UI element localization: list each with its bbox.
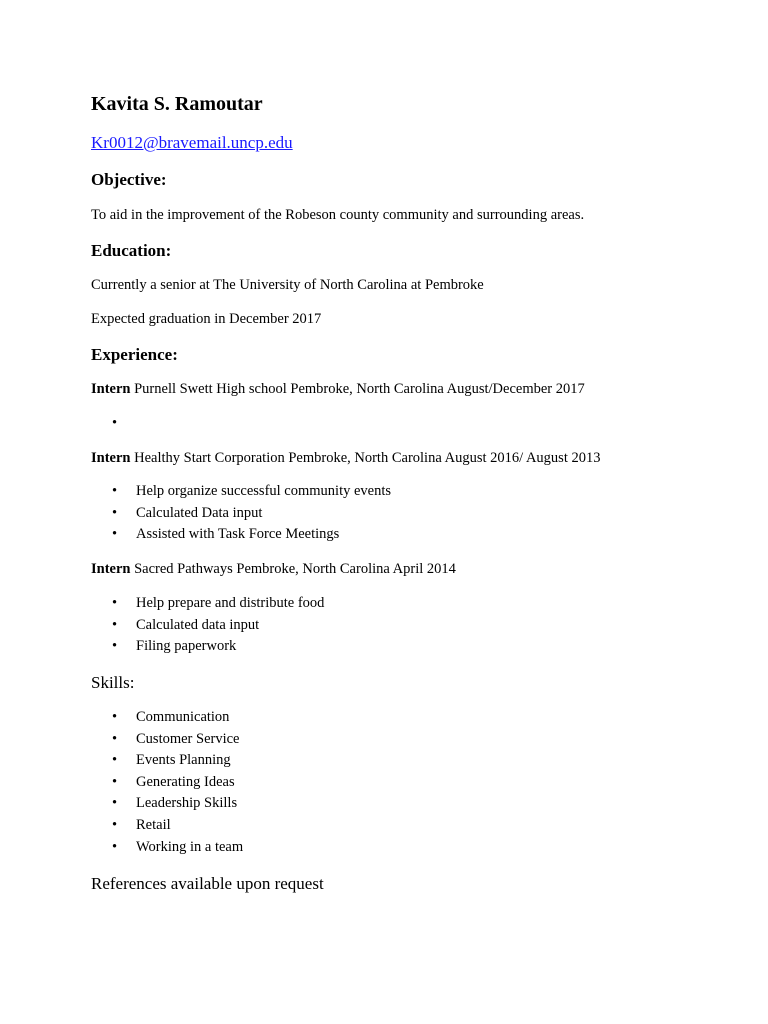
list-item: • Calculated Data input xyxy=(91,503,391,525)
job-3-details: Sacred Pathways Pembroke, North Carolina April 2014 xyxy=(130,561,456,577)
job-1-line xyxy=(91,381,585,398)
objective-heading: Objective: xyxy=(91,170,167,189)
candidate-name: Kavita S. Ramoutar xyxy=(91,93,263,115)
skills-list xyxy=(91,707,243,858)
list-item: • Events Planning xyxy=(91,750,243,772)
list-item: • Working in a team xyxy=(91,837,243,859)
job-3-line xyxy=(91,561,456,578)
references-note: References available upon request xyxy=(91,874,324,893)
education-line-2: Expected graduation in December 2017 xyxy=(91,311,322,327)
education-line-1: Currently a senior at The University of North Carolina at Pembroke xyxy=(91,277,484,293)
objective-text: To aid in the improvement of the Robeson county community and surrounding areas. xyxy=(91,207,585,223)
job-2-details: Healthy Start Corporation Pembroke, North Carolina August 2016/ August 2013 xyxy=(130,450,601,466)
skills-heading: Skills: xyxy=(91,673,135,692)
education-heading: Education: xyxy=(91,241,172,260)
job-1-bullets xyxy=(91,413,136,435)
email-link[interactable]: Kr0012@bravemail.uncp.edu xyxy=(91,133,293,152)
job-2-line xyxy=(91,450,600,467)
job-3-title: Intern xyxy=(91,561,131,577)
job-2-bullets xyxy=(91,481,391,546)
experience-heading: Experience: xyxy=(91,345,178,364)
list-item: • Calculated data input xyxy=(91,615,324,637)
list-item: • Retail xyxy=(91,815,243,837)
list-item: • Help prepare and distribute food xyxy=(91,593,324,615)
job-3-bullets xyxy=(91,593,324,658)
job-2-title: Intern xyxy=(91,450,131,466)
list-item: • Assisted with Task Force Meetings xyxy=(91,524,391,546)
list-item: • Help organize successful community events xyxy=(91,481,391,503)
list-item: • Generating Ideas xyxy=(91,772,243,794)
list-item: • Communication xyxy=(91,707,243,729)
list-item xyxy=(91,413,136,435)
job-1-title: Intern xyxy=(91,381,131,397)
list-item: • Customer Service xyxy=(91,729,243,751)
job-1-details: Purnell Swett High school Pembroke, North Carolina August/December 2017 xyxy=(130,381,585,397)
list-item: • Leadership Skills xyxy=(91,793,243,815)
list-item: • Filing paperwork xyxy=(91,636,324,658)
